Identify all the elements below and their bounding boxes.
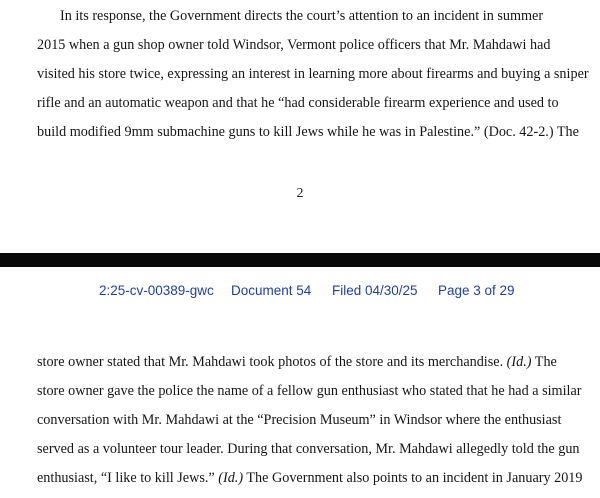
citation: (Id.) [506,354,532,370]
page-divider [0,253,600,267]
paragraph-line [37,470,597,486]
text-span: enthusiast, “I like to kill Jews.” [37,470,219,486]
case-number: 2:25-cv-00389-gwc [99,283,214,298]
document-number: Document 54 [231,283,312,298]
paragraph-line: visited his store twice, expressing an interest in learning more about firearms and buying a sniper [37,66,589,82]
paragraph-line: served as a volunteer tour leader. During that conversation, Mr. Mahdawi allegedly told the gun [37,441,580,457]
text-span: The Government also points to an incident in January 2019 [243,470,583,486]
court-filing-header [0,267,600,307]
citation: (Id.) [218,470,244,486]
paragraph-line: build modified 9mm submachine guns to kill Jews while he was in Palestine.” (Doc. 42-2.) The [37,124,579,140]
paragraph-line: store owner gave the police the name of a fellow gun enthusiast who stated that he had a similar [37,383,582,399]
paragraph-line: In its response, the Government directs the court’s attention to an incident in summer [60,8,544,24]
page-indicator: Page 3 of 29 [438,283,515,298]
text-span: The [531,354,557,370]
filed-date: Filed 04/30/25 [332,283,418,298]
text-span: store owner stated that Mr. Mahdawi took photos of the store and its merchandise. [37,354,507,370]
document-page-lower [0,307,600,498]
page-number: 2 [296,186,304,201]
paragraph-line: conversation with Mr. Mahdawi at the “Precision Museum” in Windsor where the enthusiast [37,412,562,428]
paragraph-line [37,354,597,370]
paragraph-line: rifle and an automatic weapon and that he “had considerable firearm experience and used to [37,95,559,111]
paragraph-line: 2015 when a gun shop owner told Windsor, Vermont police officers that Mr. Mahdawi had [37,37,551,53]
